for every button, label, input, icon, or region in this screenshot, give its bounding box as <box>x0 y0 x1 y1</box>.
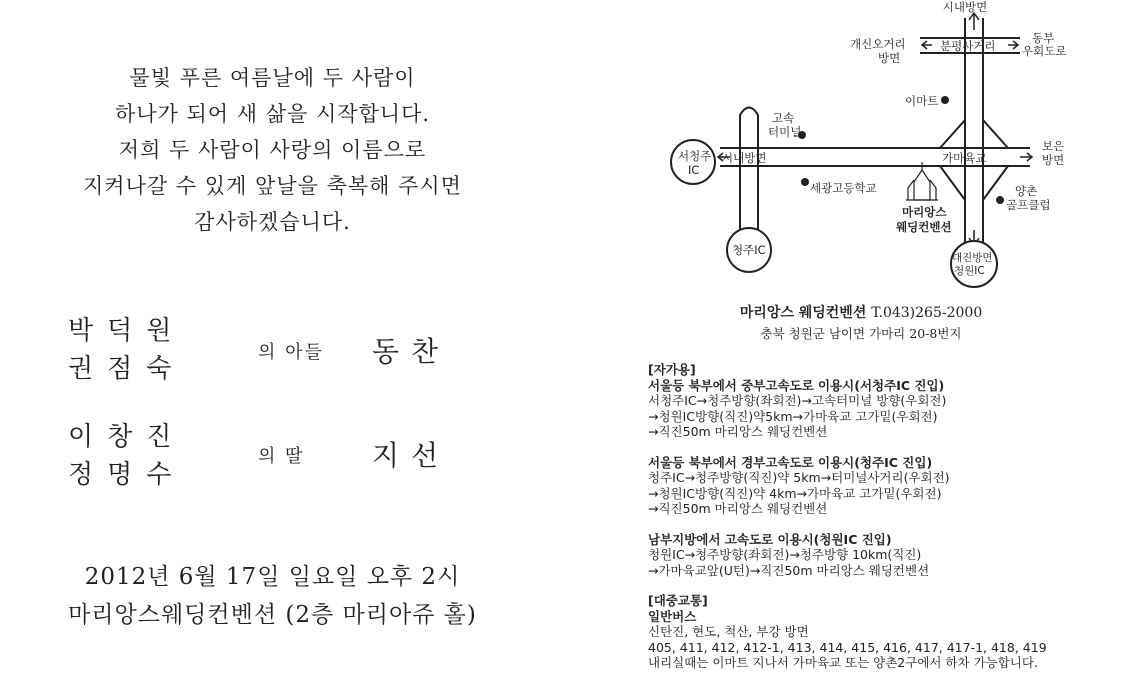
map-label-yangchon2: 골프클럽 <box>1006 198 1051 212</box>
map-label-daejeon: 대진방면 <box>952 252 993 264</box>
message-line: 물빛 푸른 여름날에 두 사람이 <box>129 66 416 90</box>
yangchon-dot <box>996 196 1004 204</box>
map-label-bunpyeong: 분평사거리 <box>940 39 996 53</box>
venue-name-line <box>600 302 1122 322</box>
venue-address: 충북 청원군 남이면 가마리 20-8번지 <box>760 326 962 341</box>
route2-title: 서울등 북부에서 경부고속도로 이용시(청주IC 진입) <box>648 454 933 470</box>
castle-icon <box>906 162 938 200</box>
map-label-boeun: 보은 <box>1042 139 1065 153</box>
message-line: 하나가 되어 새 삶을 시작합니다. <box>114 102 431 126</box>
message-line: 감사하겠습니다. <box>194 210 351 234</box>
map-label-citydir: 시내방면 <box>722 151 767 165</box>
route3-title: 남부지방에서 고속도로 이용시(청원IC 진입) <box>648 531 892 547</box>
route2-line: 청주IC→청주방향(직진)약 5km→터미널사거리(우회전) <box>648 470 950 485</box>
map-label-dongbu: 동부 <box>1032 31 1055 45</box>
map-label-terminal: 고속 <box>772 111 795 125</box>
bride-name: 지선 <box>372 439 451 472</box>
invitation-message <box>0 60 545 240</box>
route2-line: →청원IC방향(직진)약 4km→가마육교 고가밑(우회전) <box>648 485 942 501</box>
bride-father: 이창진 <box>68 422 186 452</box>
map-label-boeun2: 방면 <box>1042 153 1065 167</box>
route1-line: 서청주IC→청주방향(좌회전)→고속터미널 방향(우회전) <box>648 393 947 408</box>
map-label-gaesin: 개신오거리 <box>850 37 906 51</box>
bride-mother: 정명수 <box>68 460 186 490</box>
bus-title: 일반버스 <box>648 608 697 624</box>
map-label-terminal2: 터미널 <box>768 125 802 139</box>
directions <box>648 362 1118 671</box>
map-label-gamaryukgyo: 가마육교 <box>942 151 987 165</box>
route2-line: →직진50m 마리앙스 웨딩컨벤션 <box>648 501 828 516</box>
map-label-dongbu2: 우회도로 <box>1022 44 1067 58</box>
map-label-yangchon: 양촌 <box>1015 184 1038 198</box>
map-label-cheongju-ic: 청주IC <box>732 243 766 257</box>
map-label-seocheongju: 서청주 <box>678 149 712 163</box>
public-header: [대중교통] <box>648 593 708 608</box>
groom-name: 동찬 <box>372 335 451 368</box>
groom-relation: 의 아들 <box>258 342 324 363</box>
groom-parents <box>68 312 185 388</box>
wedding-venue: 마리앙스웨딩컨벤션 (2층 마리아쥬 홀) <box>68 602 477 628</box>
route3-line: 청원IC→청주방향(좌회전)→청주방향 10km(직진) <box>648 547 922 562</box>
car-header: [자가용] <box>648 362 696 377</box>
route3-line: →가마육교앞(U턴)→직진50m 마리앙스 웨딩컨벤션 <box>648 562 930 578</box>
bus-line: 신탄진, 현도, 척산, 부강 방면 <box>648 624 809 639</box>
bride-parents <box>68 418 185 494</box>
wedding-date: 2012년 6월 17일 일요일 오후 2시 <box>84 564 461 590</box>
map-label-gaesin2: 방면 <box>878 51 901 65</box>
groom-father: 박덕원 <box>68 316 186 346</box>
route1-title: 서울등 북부에서 중부고속도로 이용시(서청주IC 진입) <box>648 377 945 393</box>
route1-line: →직진50m 마리앙스 웨딩컨벤션 <box>648 424 828 439</box>
venue-name: 마리앙스 웨딩컨벤션 <box>739 305 867 321</box>
emart-dot <box>941 96 949 104</box>
map-label-emart: 이마트 <box>905 94 939 108</box>
segwang-dot <box>801 178 809 186</box>
venue-phone: T.043)265-2000 <box>871 305 983 321</box>
bus-line: 405, 411, 412, 412-1, 413, 414, 415, 416, 417, 417-1, 418, 419 <box>648 639 1047 655</box>
message-line: 지켜나갈 수 있게 앞날을 축복해 주시면 <box>83 174 462 198</box>
cheongwon-ic-marker <box>951 241 997 287</box>
map-label-hall2: 웨딩컨벤션 <box>896 220 952 234</box>
map-label-cheongwon: 청원IC <box>954 265 985 277</box>
bus-line: 내리실때는 이마트 지나서 가마육교 또는 양촌2구에서 하차 가능합니다. <box>648 655 1038 670</box>
map-label-segwang: 세광고등학교 <box>810 181 877 195</box>
map-label-seocheongju2: IC <box>688 163 700 177</box>
groom-mother: 권점숙 <box>68 354 186 384</box>
route1-line: →청원IC방향(직진)약5km→가마육교 고가밑(우회전) <box>648 408 938 424</box>
location-map <box>660 0 1122 290</box>
map-label-hall: 마리앙스 <box>902 205 947 219</box>
map-label-top: 시내방면 <box>942 0 988 14</box>
bride-relation: 의 딸 <box>258 446 305 467</box>
message-line: 저희 두 사람이 사랑의 이름으로 <box>118 138 427 162</box>
